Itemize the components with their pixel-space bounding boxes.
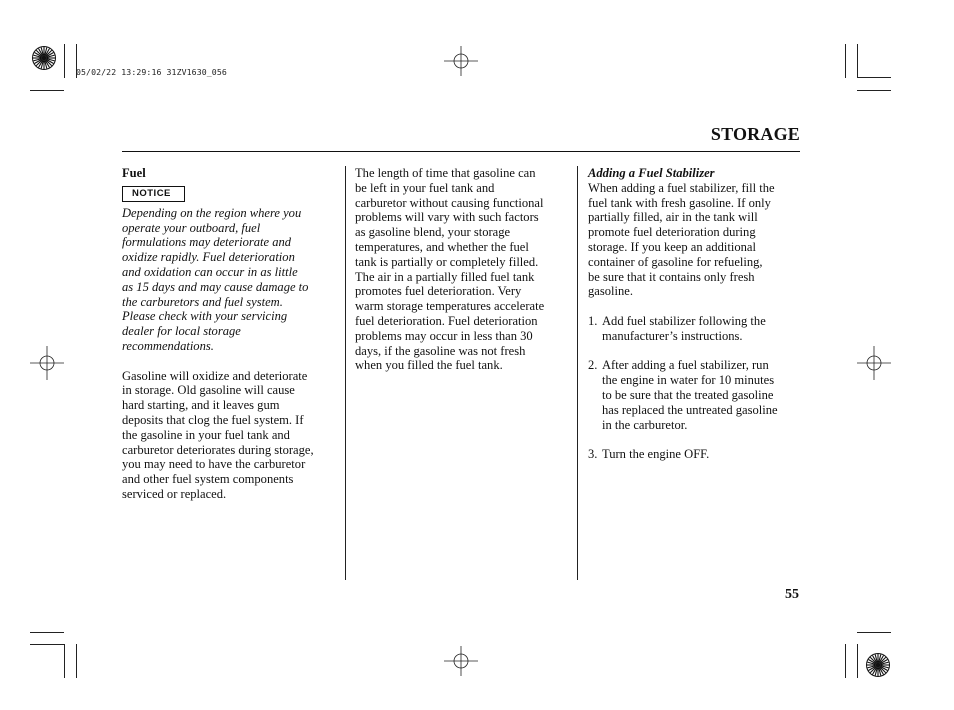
fuel-body-text	[122, 369, 340, 502]
step-line: Turn the engine OFF.	[602, 447, 710, 462]
step-line: to be sure that the treated gasoline	[602, 387, 774, 402]
body-line: and other fuel system components	[122, 472, 294, 487]
column-storage-time	[355, 166, 573, 373]
body-line: promote fuel deterioration during	[588, 225, 756, 240]
body-line: The length of time that gasoline can	[355, 166, 536, 180]
step-line: the engine in water for 10 minutes	[602, 373, 775, 388]
column-fuel-stabilizer	[588, 166, 802, 462]
stabilizer-heading: Adding a Fuel Stabilizer	[588, 166, 715, 180]
list-item	[588, 314, 802, 344]
step-number: 1.	[588, 313, 598, 328]
step-line: manufacturer’s instructions.	[602, 328, 743, 343]
body-line: the gasoline in your fuel tank and	[122, 427, 290, 442]
body-line: when you filled the fuel tank.	[355, 358, 503, 373]
starburst-registration-icon	[31, 45, 57, 71]
list-item	[588, 358, 802, 432]
body-line: serviced or replaced.	[122, 486, 227, 501]
body-line: problems will vary with such factors	[355, 210, 539, 225]
body-line: carburetor deteriorates during storage,	[122, 442, 314, 457]
step-line: has replaced the untreated gasoline	[602, 402, 778, 417]
body-line: as gasoline blend, your storage	[355, 225, 511, 240]
body-line: When adding a fuel stabilizer, fill the	[588, 180, 775, 195]
registration-target-icon	[30, 346, 64, 380]
notice-line: oxidize rapidly. Fuel deterioration	[122, 250, 295, 265]
starburst-registration-icon	[865, 652, 891, 678]
notice-line: Please check with your servicing	[122, 309, 288, 324]
body-line: Gasoline will oxidize and deteriorate	[122, 368, 308, 383]
body-line: days, if the gasoline was not fresh	[355, 343, 526, 358]
column-fuel	[122, 166, 340, 502]
body-line: hard starting, and it leaves gum	[122, 398, 280, 413]
step-number: 2.	[588, 358, 598, 373]
notice-line: formulations may deteriorate and	[122, 235, 292, 250]
body-line: carburetor without causing functional	[355, 195, 544, 210]
body-line: be left in your fuel tank and	[355, 180, 495, 195]
body-line: fuel tank with fresh gasoline. If only	[588, 195, 771, 210]
body-line: gasoline.	[588, 284, 633, 299]
registration-target-icon	[444, 46, 478, 76]
body-line: The air in a partially filled fuel tank	[355, 269, 535, 284]
body-line: storage. If you keep an additional	[588, 239, 756, 254]
body-line: fuel deterioration. Fuel deterioration	[355, 313, 538, 328]
body-line: promotes fuel deterioration. Very	[355, 284, 522, 299]
page-number: 55	[785, 587, 799, 602]
body-line: tank is partially or completely filled.	[355, 254, 539, 269]
print-stamp: 05/02/22 13:29:16 31ZV1630_056	[76, 67, 227, 77]
notice-text	[122, 206, 340, 354]
registration-target-icon	[444, 646, 478, 676]
header-rule	[122, 151, 800, 152]
body-line: partially filled, air in the tank will	[588, 210, 758, 225]
step-line: in the carburetor.	[602, 417, 688, 432]
step-number: 3.	[588, 447, 598, 462]
body-line: be sure that it contains only fresh	[588, 269, 755, 284]
body-line: container of gasoline for refueling,	[588, 254, 763, 269]
column-divider	[345, 166, 346, 580]
notice-line: operate your outboard, fuel	[122, 220, 261, 235]
notice-line: and oxidation can occur in as little	[122, 264, 298, 279]
list-item	[588, 447, 802, 462]
registration-target-icon	[857, 346, 891, 380]
notice-line: Depending on the region where you	[122, 205, 302, 220]
fuel-heading: Fuel	[122, 166, 146, 180]
body-line: in storage. Old gasoline will cause	[122, 383, 295, 398]
notice-line: the carburetors and fuel system.	[122, 294, 283, 309]
notice-badge: NOTICE	[122, 186, 185, 202]
body-line: warm storage temperatures accelerate	[355, 299, 545, 314]
step-line: After adding a fuel stabilizer, run	[602, 358, 769, 373]
section-title: STORAGE	[710, 124, 800, 144]
body-line: deposits that clog the fuel system. If	[122, 412, 304, 427]
column-divider	[577, 166, 578, 580]
notice-line: dealer for local storage	[122, 324, 241, 339]
notice-line: recommendations.	[122, 338, 214, 353]
body-line: you may need to have the carburetor	[122, 457, 306, 472]
body-line: temperatures, and whether the fuel	[355, 239, 529, 254]
notice-line: as 15 days and may cause damage to	[122, 279, 309, 294]
step-line: Add fuel stabilizer following the	[602, 313, 766, 328]
body-line: problems may occur in less than 30	[355, 328, 533, 343]
